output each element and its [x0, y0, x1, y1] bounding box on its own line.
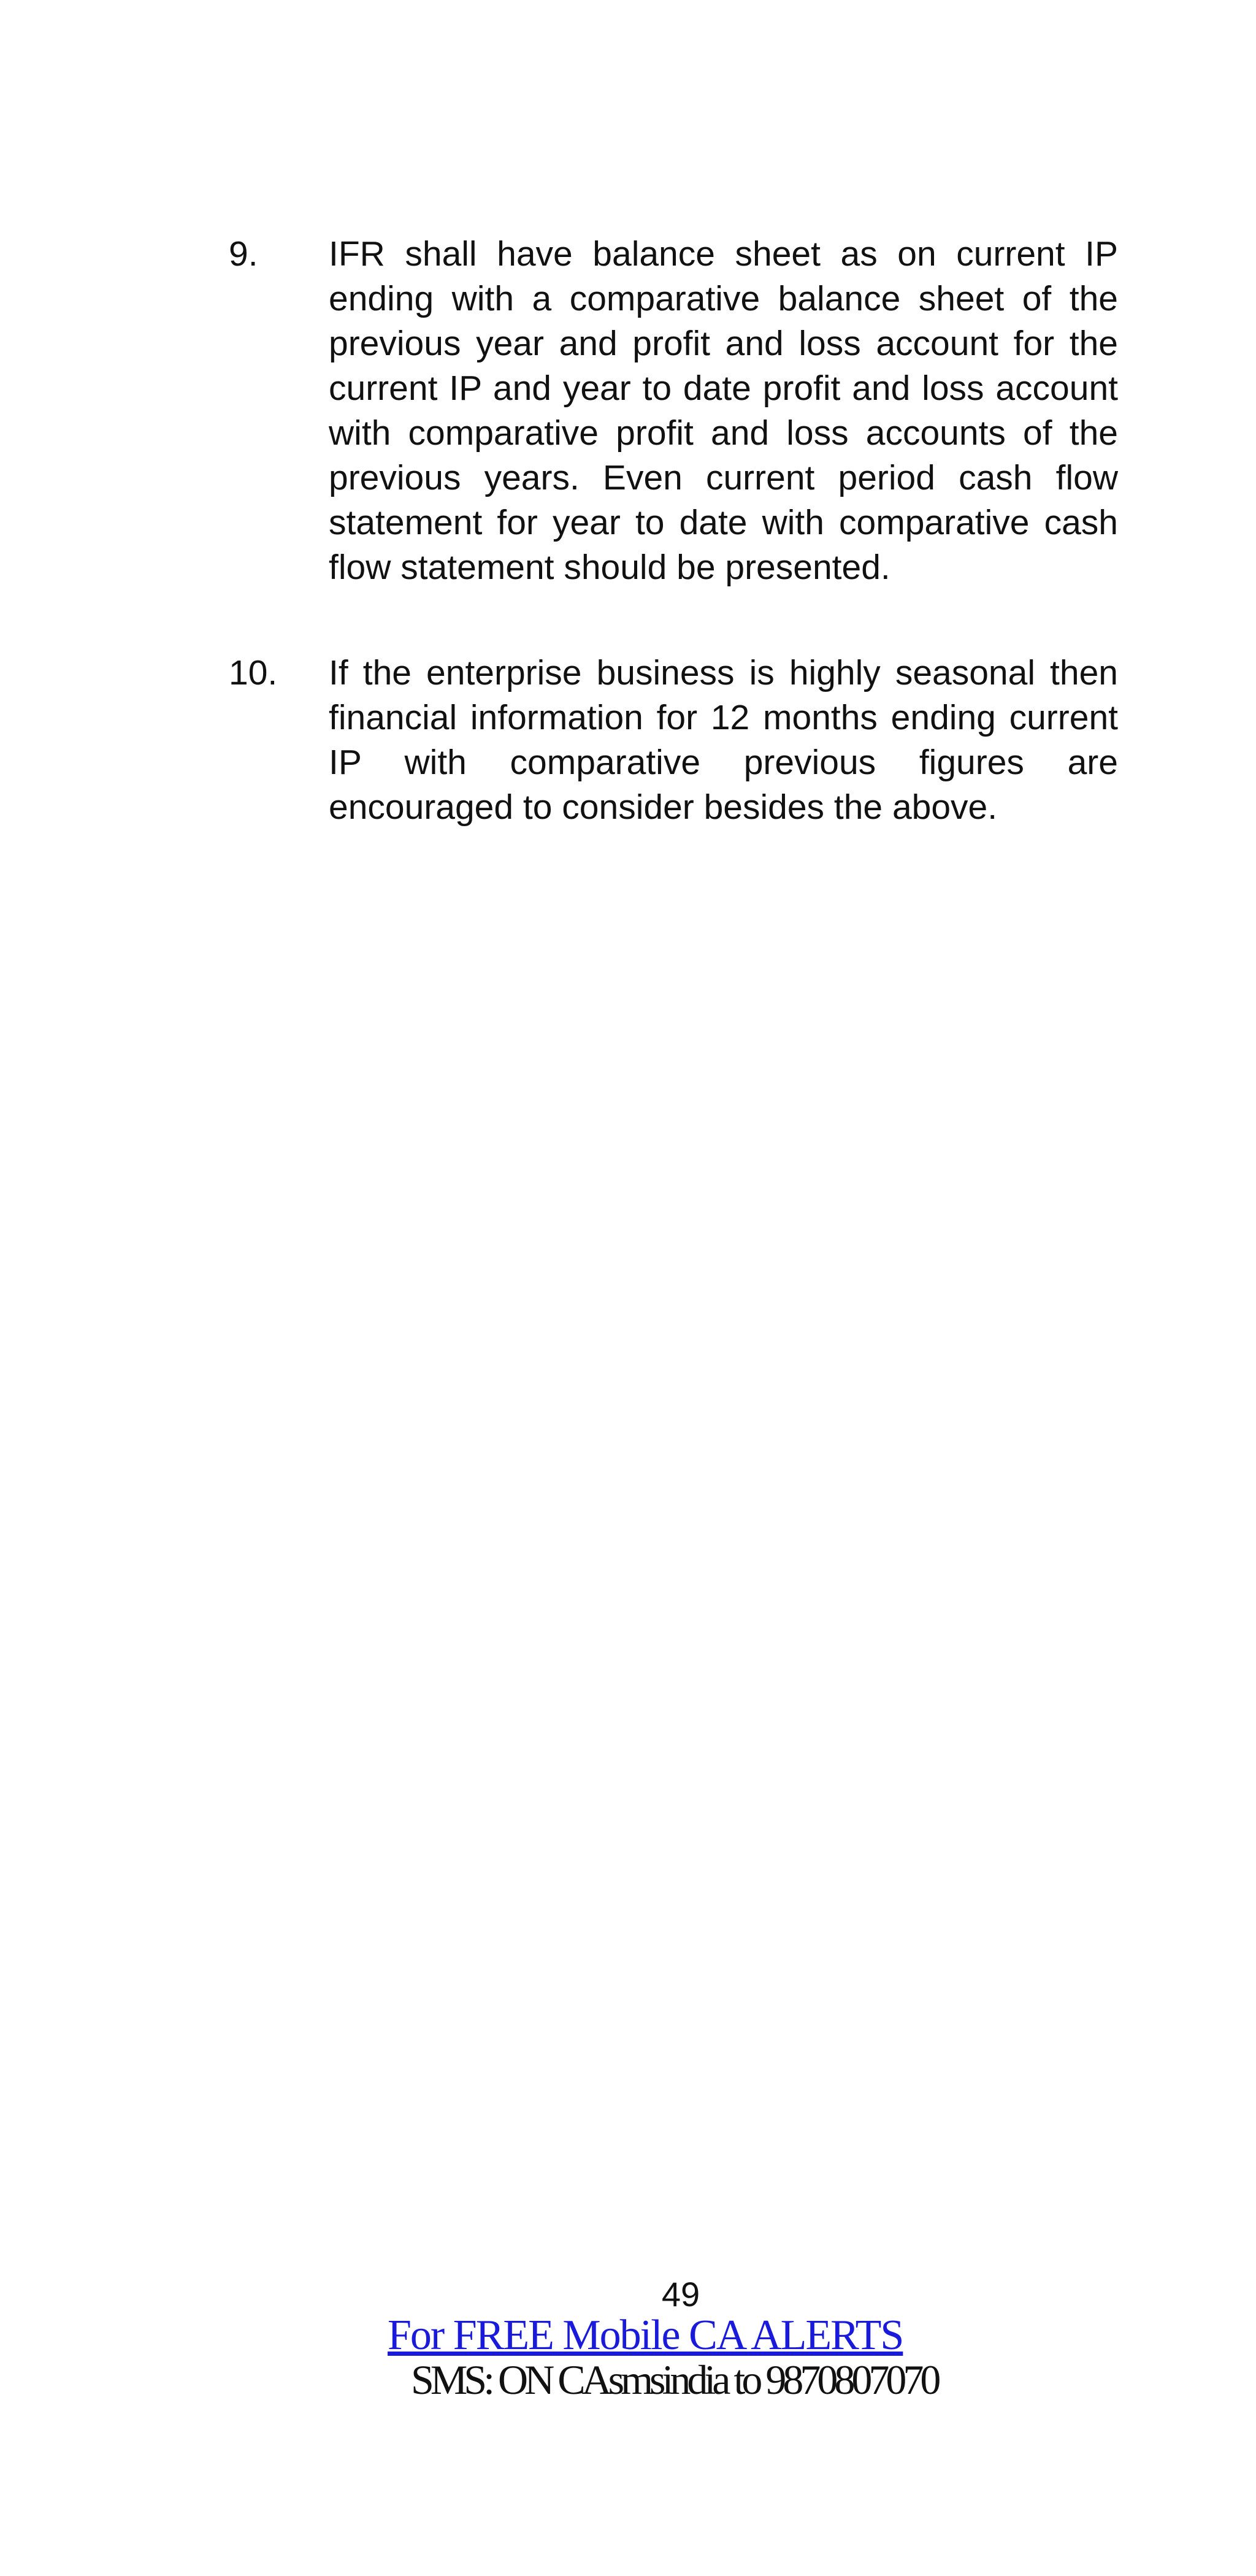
list-item-number: 9. [229, 234, 258, 274]
list-item-text: If the enterprise business is highly seasonal then financial information for 12 months ending current IP with comparative previous figures are encouraged to consider besides the above. [329, 653, 1118, 827]
list-item-text: IFR shall have balance sheet as on current IP ending with a comparative balance sheet of the previous year and profit and loss account for the current IP and year to date profit and loss account with comparative profit and loss accounts of the previous years. Even current period cash flow statement for year to date with comparative cash flow statement should be presented. [329, 234, 1118, 587]
page-number: 49 [661, 2275, 700, 2313]
list-item-number: 10. [229, 653, 278, 692]
promo-link[interactable]: For FREE Mobile CA ALERTS [388, 2312, 903, 2359]
list-item-9 [229, 232, 1118, 590]
promo-sms-text: SMS: ON CAsmsindia to 9870807070 [411, 2356, 938, 2403]
list-item-10 [229, 651, 1118, 830]
